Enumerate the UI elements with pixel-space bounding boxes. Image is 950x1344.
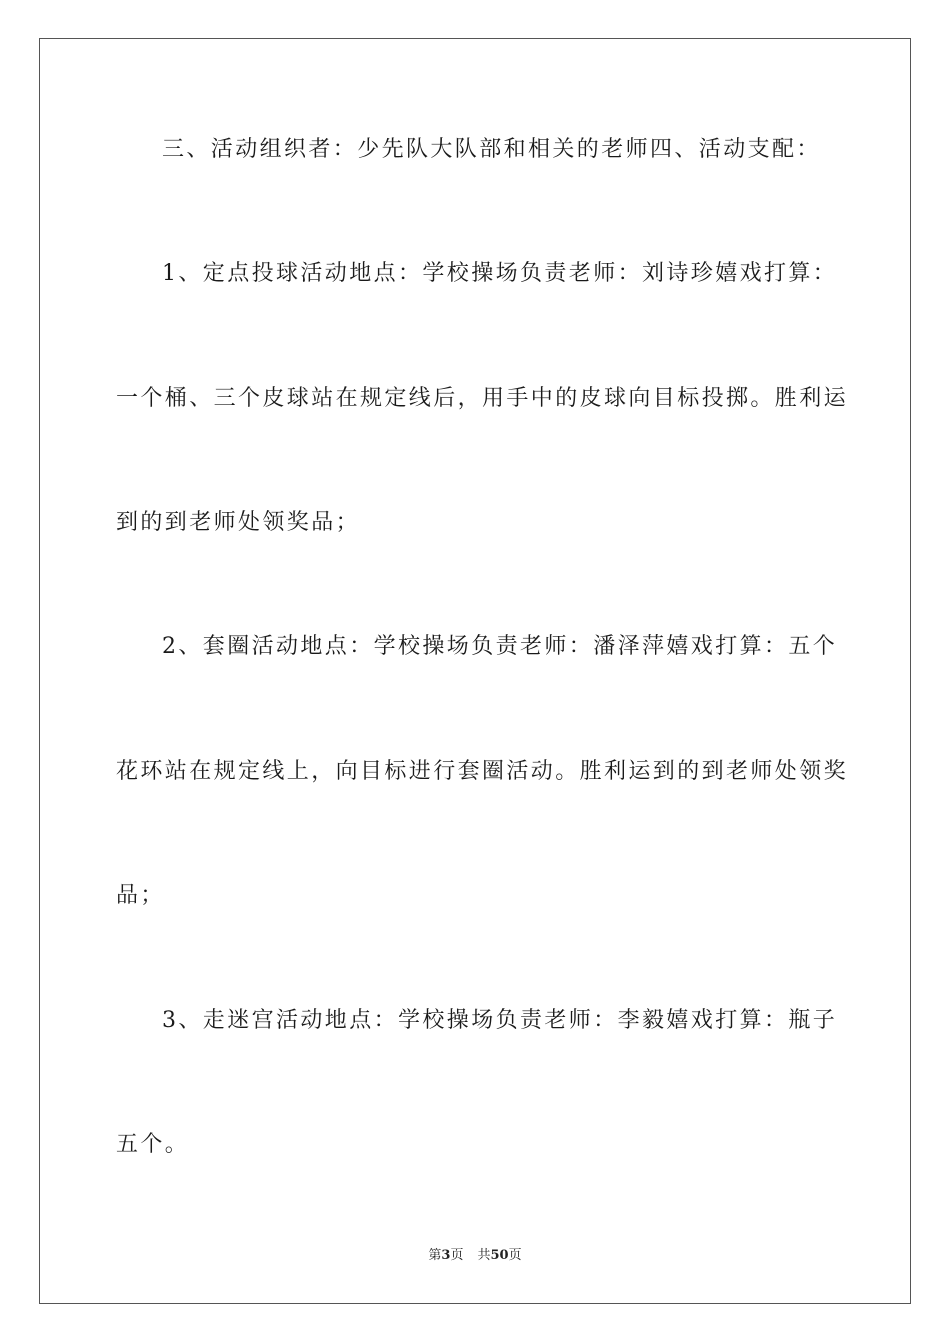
paragraph-line: 花环站在规定线上，向目标进行套圈活动。胜利运到的到老师处领奖 [116, 759, 849, 784]
paragraph-line: 品； [116, 883, 165, 908]
paragraph-line: 3、走迷宫活动地点：学校操场负责老师：李毅嬉戏打算：瓶子 [162, 1008, 838, 1033]
total-pages: 50 [490, 1248, 509, 1263]
paragraph-line: 三、活动组织者：少先队大队部和相关的老师四、活动支配： [162, 137, 821, 162]
page-frame [39, 38, 911, 1304]
page-number: 3 [441, 1248, 451, 1263]
page-footer [0, 1247, 950, 1265]
total-suffix: 页 [508, 1248, 522, 1263]
paragraph-line: 到的到老师处领奖品； [116, 510, 361, 535]
paragraph-line: 五个。 [116, 1132, 190, 1157]
page-suffix: 页 [450, 1248, 464, 1263]
paragraph-line: 2、套圈活动地点：学校操场负责老师：潘泽萍嬉戏打算：五个 [162, 634, 838, 659]
page-prefix: 第 [428, 1248, 442, 1263]
paragraph-line: 一个桶、三个皮球站在规定线后，用手中的皮球向目标投掷。胜利运 [116, 386, 849, 411]
total-prefix: 共 [477, 1248, 491, 1263]
paragraph-line: 1、定点投球活动地点：学校操场负责老师：刘诗珍嬉戏打算： [162, 261, 838, 286]
